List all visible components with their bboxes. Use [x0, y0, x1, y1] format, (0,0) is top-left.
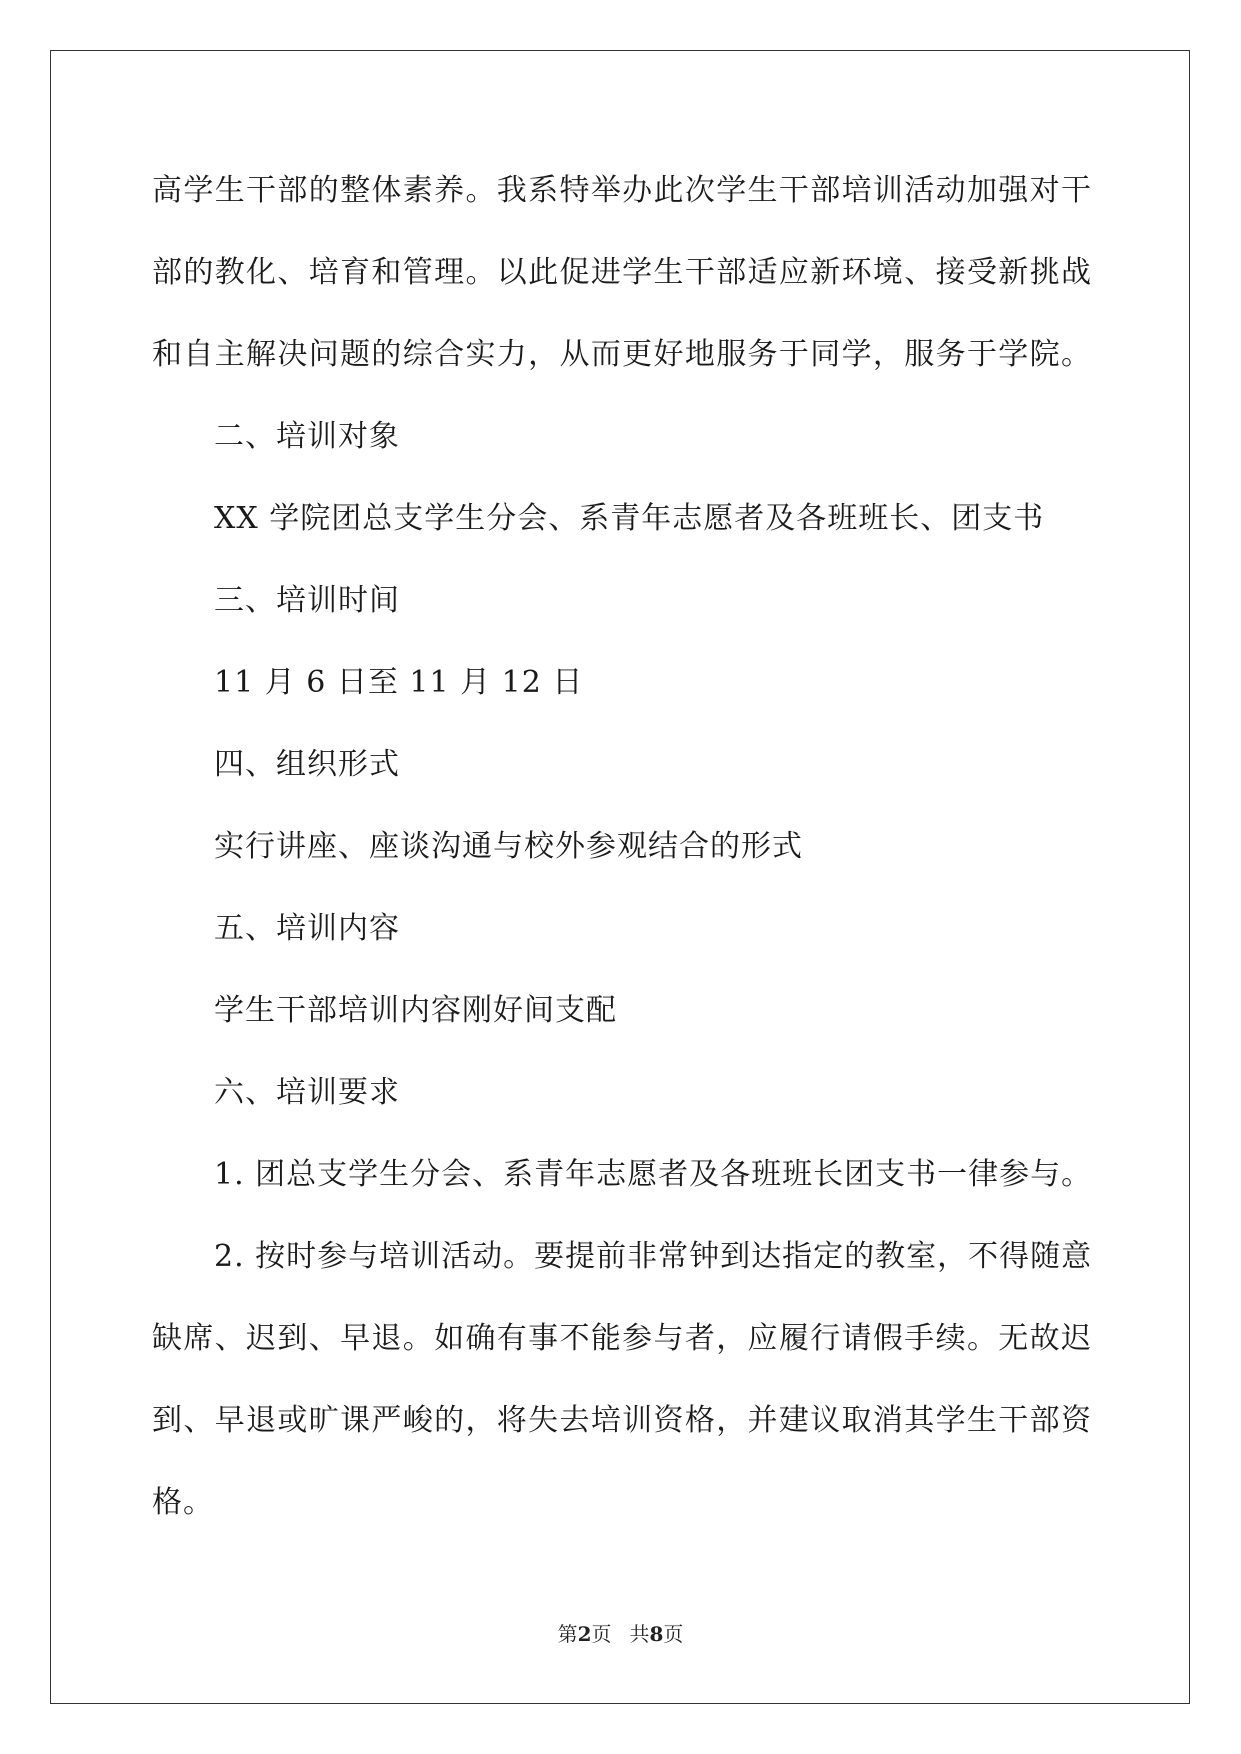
paragraph-line: 和自主解决问题的综合实力，从而更好地服务于同学，服务于学院。 — [152, 337, 1092, 372]
total-pages: 8 — [649, 1622, 664, 1646]
page-footer — [0, 1618, 1241, 1647]
page-prefix: 第 — [557, 1622, 578, 1646]
total-suffix: 页 — [663, 1622, 684, 1646]
page-suffix: 页 — [591, 1622, 612, 1646]
content-text: 学生干部培训内容刚好间支配 — [214, 993, 617, 1028]
requirement-2-line: 格。 — [152, 1485, 214, 1520]
requirement-2-line: 缺席、迟到、早退。如确有事不能参与者，应履行请假手续。无故迟 — [152, 1321, 1092, 1356]
section-heading-content: 五、培训内容 — [214, 911, 400, 946]
requirement-2-line: 2. 按时参与培训活动。要提前非常钟到达指定的教室，不得随意 — [214, 1239, 1093, 1274]
section-heading-targets: 二、培训对象 — [214, 419, 400, 454]
document-body — [152, 150, 1092, 1544]
paragraph-line: 部的教化、培育和管理。以此促进学生干部适应新环境、接受新挑战 — [152, 255, 1092, 290]
targets-text: XX 学院团总支学生分会、系青年志愿者及各班班长、团支书 — [214, 501, 1045, 536]
section-heading-requirements: 六、培训要求 — [214, 1075, 400, 1110]
total-prefix: 共 — [629, 1622, 650, 1646]
format-text: 实行讲座、座谈沟通与校外参观结合的形式 — [214, 829, 803, 864]
section-heading-time: 三、培训时间 — [214, 583, 400, 618]
page-number: 2 — [577, 1622, 592, 1646]
requirement-1: 1. 团总支学生分会、系青年志愿者及各班班长团支书一律参与。 — [214, 1157, 1093, 1192]
time-text: 11 月 6 日至 11 月 12 日 — [214, 665, 584, 700]
requirement-2-line: 到、早退或旷课严峻的，将失去培训资格，并建议取消其学生干部资 — [152, 1403, 1092, 1438]
section-heading-format: 四、组织形式 — [214, 747, 400, 782]
paragraph-line: 高学生干部的整体素养。我系特举办此次学生干部培训活动加强对干 — [152, 173, 1092, 208]
